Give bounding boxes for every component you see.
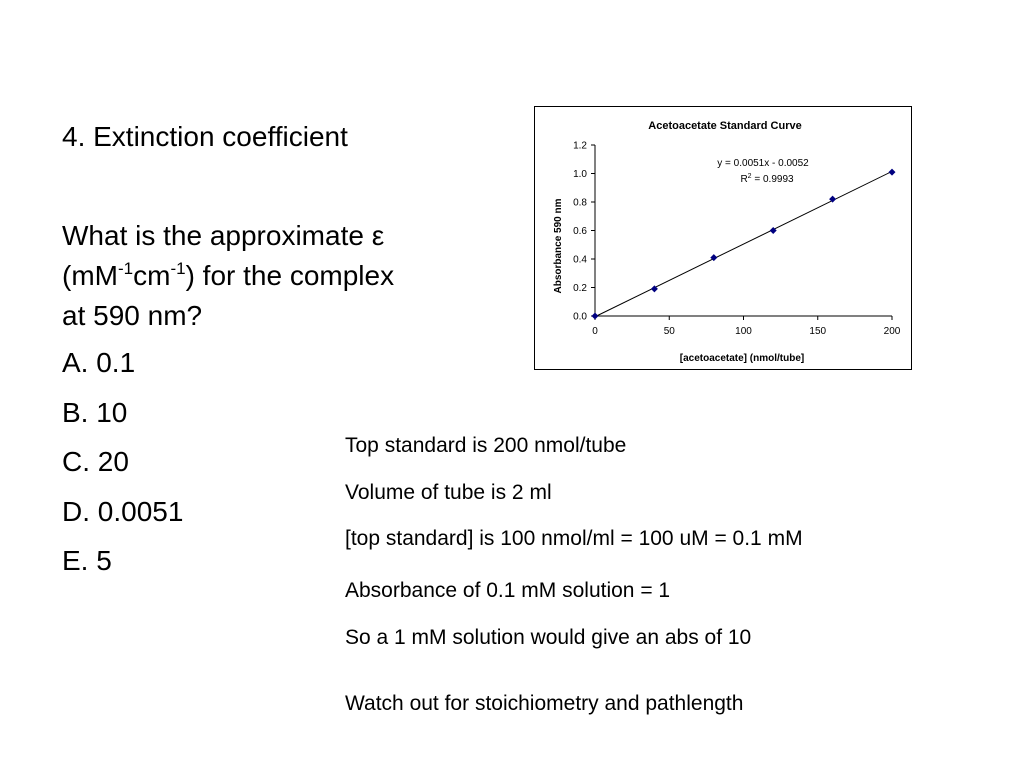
question-unit-close: ) for the complex	[185, 260, 395, 291]
x-tick-label: 200	[883, 326, 901, 337]
x-tick-label: 0	[592, 326, 598, 337]
standard-curve-chart	[534, 106, 912, 370]
note-1mm-absorbance: So a 1 mM solution would give an abs of 10	[345, 626, 752, 649]
answer-option-d: D. 0.0051	[62, 496, 184, 527]
question-unit-mid: cm	[133, 260, 171, 291]
note-warning: Watch out for stoichiometry and pathlength	[345, 692, 744, 715]
question-line-3: at 590 nm?	[62, 300, 203, 331]
y-tick-label: 1.0	[573, 169, 587, 180]
data-point	[889, 169, 896, 176]
slide-heading: 4. Extinction coefficient	[62, 121, 348, 152]
note-tube-volume: Volume of tube is 2 ml	[345, 481, 552, 504]
question-line-2	[62, 256, 492, 296]
y-axis-label: Absorbance 590 nm	[553, 198, 564, 294]
x-tick-label: 50	[663, 326, 675, 337]
r-squared-exponent: 2	[747, 173, 752, 180]
question-exponent-1: -1	[117, 259, 134, 278]
answer-option-b: B. 10	[62, 397, 128, 428]
x-tick-label: 100	[735, 326, 752, 337]
y-tick-label: 0.4	[573, 254, 587, 266]
y-tick-label: 0.0	[573, 311, 587, 323]
chart-title: Acetoacetate Standard Curve	[648, 120, 802, 132]
data-point	[592, 313, 599, 320]
answer-option-a: A. 0.1	[62, 347, 136, 378]
trendline-equation: y = 0.0051x - 0.0052	[717, 158, 809, 169]
chart-canvas	[535, 107, 913, 371]
answer-option-c: C. 20	[62, 446, 129, 477]
note-top-standard: Top standard is 200 nmol/tube	[345, 434, 627, 457]
question-exponent-2: -1	[170, 259, 186, 278]
x-axis-label: [acetoacetate] (nmol/tube]	[679, 353, 805, 364]
r-squared-label	[740, 173, 794, 185]
y-tick-label: 0.6	[573, 226, 587, 237]
chart-plot-area	[573, 141, 901, 338]
y-tick-label: 0.2	[573, 283, 587, 294]
note-absorbance: Absorbance of 0.1 mM solution = 1	[345, 579, 671, 602]
note-top-standard-concentration: [top standard] is 100 nmol/ml = 100 uM = 0.1 mM	[345, 527, 803, 550]
question-line-1: What is the approximate ε	[62, 220, 385, 251]
r-squared-symbol: R	[740, 174, 748, 185]
r-squared-value: = 0.9993	[751, 174, 794, 185]
y-tick-label: 1.2	[573, 140, 587, 152]
answer-option-e: E. 5	[62, 545, 112, 576]
x-tick-label: 150	[809, 326, 827, 337]
question-text	[62, 216, 492, 336]
y-tick-label: 0.8	[573, 197, 587, 209]
trendline	[595, 171, 892, 316]
question-unit-open: (mM	[62, 260, 118, 291]
